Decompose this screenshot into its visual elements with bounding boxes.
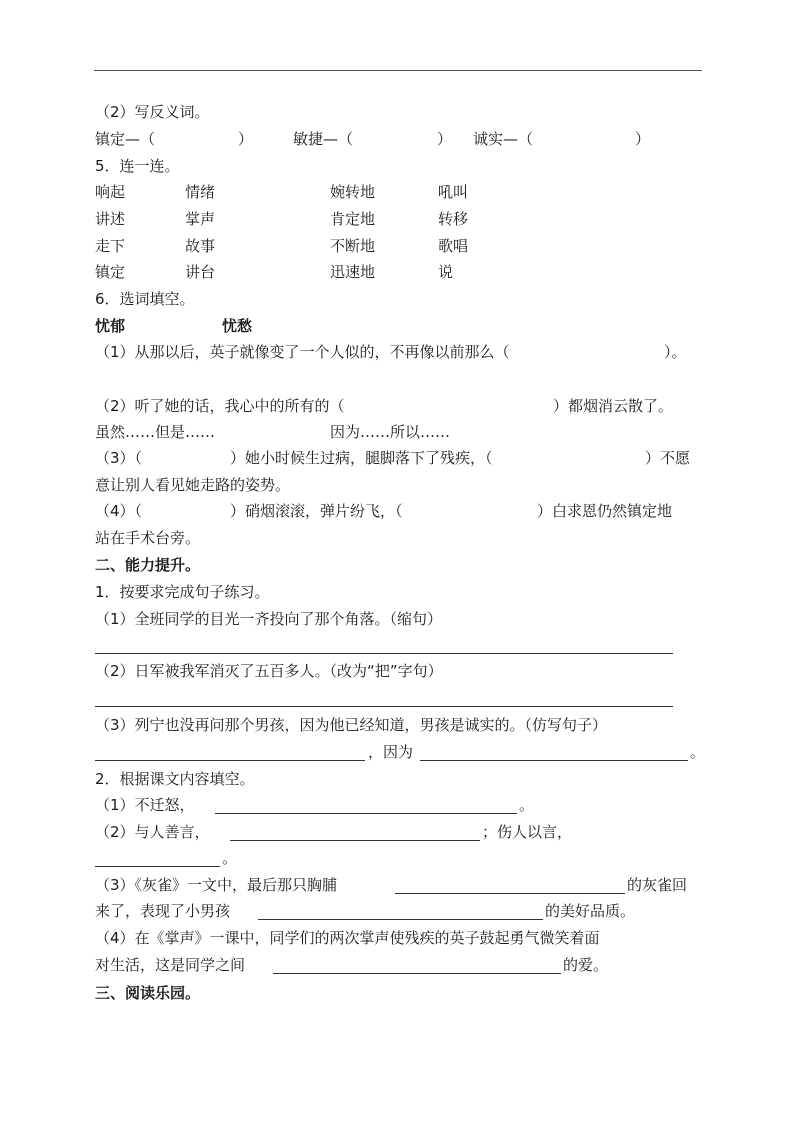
word-option: 虽然……但是…… — [95, 423, 216, 441]
fill-q4-cont: 站在手术台旁。 — [95, 529, 201, 547]
antonym-item-3-close: ） — [635, 130, 651, 148]
antonym-item-1: 镇定—（ — [95, 130, 156, 148]
text-fill-q3-cont: 来了，表现了小男孩 — [95, 902, 231, 920]
sentence-q2: （2）日军被我军消灭了五百多人。（改为“把”字句） — [95, 662, 443, 680]
text-fill-q3-mid: 的灰雀回 — [627, 876, 688, 894]
sentence-q3-mid: ，因为 — [368, 743, 414, 761]
answer-line[interactable] — [95, 866, 220, 867]
connect-word: 响起 — [95, 183, 126, 201]
text-fill-q2: （2）与人善言， — [95, 823, 210, 841]
sentence-q1: （1）全班同学的目光一齐投向了那个角落。（缩句） — [95, 610, 443, 628]
fill-q3: （3）（ — [95, 449, 143, 467]
connect-heading: 5．连一连。 — [95, 157, 180, 175]
connect-word: 讲述 — [95, 210, 126, 228]
fill-q4: （4）（ — [95, 502, 143, 520]
answer-line[interactable] — [95, 760, 365, 761]
section-2-heading: 二、能力提升。 — [95, 556, 201, 574]
word-option: 忧愁 — [222, 317, 253, 335]
connect-word: 歌唱 — [438, 237, 469, 255]
connect-word: 迅速地 — [330, 263, 376, 281]
sentence-q3-end: 。 — [690, 743, 706, 761]
connect-word: 肯定地 — [330, 210, 376, 228]
text-fill-q3: （3）《灰雀》一文中，最后那只胸脯 — [95, 876, 338, 894]
fill-q2-end: ）都烟消云散了。 — [553, 397, 674, 415]
word-option: 因为……所以…… — [330, 423, 451, 441]
answer-line[interactable] — [230, 840, 480, 841]
fill-q3-end: ）不愿 — [645, 449, 691, 467]
text-fill-q4-end: 的爱。 — [563, 956, 609, 974]
text-fill-q1-end: 。 — [519, 796, 535, 814]
answer-line[interactable] — [215, 813, 517, 814]
header-rule — [94, 70, 702, 71]
text-fill-q4: （4）在《掌声》一课中，同学们的两次掌声使残疾的英子鼓起勇气微笑着面 — [95, 929, 600, 947]
connect-word: 讲台 — [185, 263, 216, 281]
text-fill-q2-mid: ；伤人以言， — [482, 823, 573, 841]
fill-q1-end: ）。 — [664, 343, 687, 361]
antonyms-heading: （2）写反义词。 — [95, 103, 210, 121]
antonym-item-2: 敏捷—（ — [293, 130, 354, 148]
connect-word: 吼叫 — [438, 183, 469, 201]
answer-line[interactable] — [258, 919, 543, 920]
fill-q3-cont: 意让别人看见她走路的姿势。 — [95, 476, 291, 494]
fill-q4-end: ）白求恩仍然镇定地 — [537, 502, 673, 520]
connect-word: 婉转地 — [330, 183, 376, 201]
fill-q2: （2）听了她的话，我心中的所有的（ — [95, 397, 345, 415]
section-3-heading: 三、阅读乐园。 — [95, 984, 201, 1002]
text-fill-heading: 2．根据课文内容填空。 — [95, 770, 255, 788]
answer-line[interactable] — [95, 653, 673, 654]
connect-word: 转移 — [438, 210, 469, 228]
fill-q4-mid: ）硝烟滚滚，弹片纷飞，（ — [230, 502, 403, 520]
sentence-exercise-heading: 1．按要求完成句子练习。 — [95, 583, 270, 601]
connect-word: 走下 — [95, 237, 126, 255]
answer-line[interactable] — [95, 706, 673, 707]
text-fill-q1: （1）不迁怒， — [95, 796, 195, 814]
antonym-item-1-close: ） — [238, 130, 254, 148]
fill-q3-mid: ）她小时候生过病，腿脚落下了残疾，（ — [230, 449, 493, 467]
text-fill-q2-end: 。 — [222, 849, 238, 867]
antonym-item-3: 诚实—（ — [473, 130, 534, 148]
text-fill-q4-cont: 对生活，这是同学之间 — [95, 956, 246, 974]
sentence-q3: （3）列宁也没再问那个男孩，因为他已经知道，男孩是诚实的。（仿写句子） — [95, 716, 608, 734]
answer-line[interactable] — [420, 760, 688, 761]
word-option: 忧郁 — [95, 317, 126, 335]
antonym-item-2-close: ） — [437, 130, 453, 148]
connect-word: 故事 — [185, 237, 216, 255]
answer-line[interactable] — [273, 973, 561, 974]
connect-word: 镇定 — [95, 263, 126, 281]
fill-heading: 6．选词填空。 — [95, 290, 195, 308]
answer-line[interactable] — [395, 893, 625, 894]
fill-q1: （1）从那以后，英子就像变了一个人似的，不再像以前那么（ — [95, 343, 510, 361]
connect-word: 说 — [438, 263, 454, 281]
connect-word: 不断地 — [330, 237, 376, 255]
connect-word: 情绪 — [185, 183, 216, 201]
connect-word: 掌声 — [185, 210, 216, 228]
text-fill-q3-end: 的美好品质。 — [545, 902, 636, 920]
